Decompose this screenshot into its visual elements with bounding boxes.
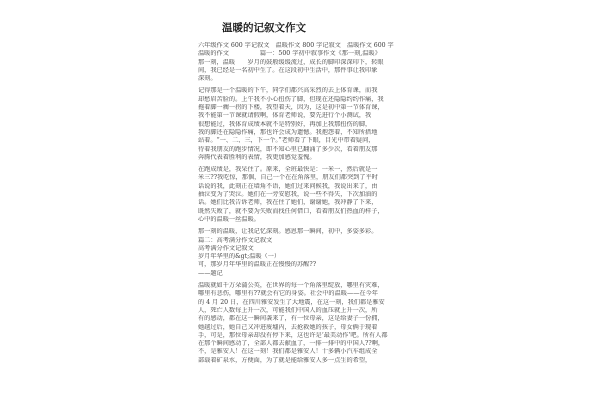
text-line: 站着。“一、二、三，下一个。”老师看了下眼，目光中带着疑问， xyxy=(198,137,375,145)
text-line: 那一刻的温暖，让我记忆深刻。感恩那一瞬间，初中，多姿多彩。 xyxy=(198,228,378,236)
text-line: 岁月年华里的&gt;温暖（一） xyxy=(198,253,281,261)
text-line: 奔腾代表着胜利的表情，我更加感觉羞愧。 xyxy=(198,153,316,161)
text-line: 哪里有悲伤，哪里有??就会有它的身姿。社会中的温暖——在今年 xyxy=(198,290,378,298)
document-title: 温暖的记叙文作文 xyxy=(222,22,306,34)
text-line: 高考满分作文记叙文 xyxy=(198,244,254,252)
text-line: 部载着矿泉水，方便面，为了就是能给雅安人多一点生的希望， xyxy=(198,356,372,364)
text-line: 不，是雅安人！在这一刻！我们都是雅安人！十多辆小汽车组成全 xyxy=(198,348,378,356)
text-line: 可，那岁月年华里的温暖正在慢慢的苏醒?? xyxy=(198,261,317,269)
text-line: 在那个瞬间感动了，全部人都去献血了，一排一排中的中国人??啊， xyxy=(198,340,385,348)
text-line: 的 4 月 20 日，在四川雅安发生了大地震，在这一刻，我们都是雅安 xyxy=(198,298,385,306)
text-line: 我不能第一节课就请假啊，体育老师说，要先进行个小测试，我 xyxy=(198,112,372,120)
text-line: 间，我已经是一名初中生了。在这段初中生活中，那件事让我印象 xyxy=(198,66,378,74)
text-line: 六年级作文 600 字记叙文 温暖作文 800 字记叙文 温暖作文 600 字 xyxy=(198,42,394,49)
text-line: 米三??我吃惊，那個，自己一个在在角落里，朋友们都突到了平时 xyxy=(198,174,378,182)
text-line: 篇二：高考满分作文记叙文 xyxy=(198,236,273,244)
text-line: 话说的我，此刻正在墙角不语，她们过来问候我，我说出来了，由 xyxy=(198,182,378,190)
text-line: 拖着脚一瘸一拐的下楼，我望着天，因为，这是初中第一节体育课， xyxy=(198,104,384,112)
document-page xyxy=(198,0,410,400)
text-line: 却愁眉苦脸的。上午我不小心扭伤了脚，但现在还隐隐约约作痛，我 xyxy=(198,95,384,103)
text-line: 有的感动，都在这一瞬间袭来了，有一位母亲，这是给妻子一份拥， xyxy=(198,315,384,323)
text-line: ——题记 xyxy=(198,269,223,277)
text-line: 记得那是一个温暖的下午，同学们都兴高采烈的去上体育课，而我 xyxy=(198,87,378,95)
text-line: 话。她们比我告诉老师，我在住了她们，谢谢她，我冲静了下来， xyxy=(198,199,378,207)
text-line: 抽泣变为了哭泣。她们在一旁安慰我，说一些不得失，下次加油的 xyxy=(198,191,378,199)
text-line: 温暖就如千万朵蒲公英，在世界的每一个角落里绽放，哪里有灾难， xyxy=(198,282,384,290)
document-body xyxy=(198,42,410,365)
text-line: 既然失败了，就不要为失败而找任何借口，看着朋友们热血的样子， xyxy=(198,207,384,215)
text-line: 她越过后，她自己又冲进废墟内，去抢救她的孩子，母女俩于现着 xyxy=(198,323,378,331)
text-line: 心中的温暖一丝温暖。 xyxy=(198,215,260,223)
text-line: 很想能过，我体育成绩本就不是特别好，再加上我那扭伤的脚， xyxy=(198,120,372,128)
text-line: 待着我朋友的跑步情况，即不知心里已翻涌了多少次，看着朋友那 xyxy=(198,145,378,153)
text-line: 在跑成绩是，我呆住了。原来，全班最快是：一米一，然后就是一 xyxy=(198,166,378,174)
text-line: 那一刻，温暖 岁月的鼓般缓缓流过，成长的脚印深深印下，转眼 xyxy=(198,58,384,66)
text-line: 温暖的作文 篇一：500 字初中叙事作文《那一刻,温暖》 xyxy=(198,50,381,58)
text-line: 人，死亡人数每上升一次，可能我们中国人的血压就上升一次，所 xyxy=(198,306,378,314)
text-line: 深刻。 xyxy=(198,75,217,83)
text-line: 手，可是，那位母亲却没有停下来，这也许是‘最美动作’吧。所有人都 xyxy=(198,331,388,339)
text-line: 我的脚还在隐隐作痛，那也许会成为遗憾。我抱怨着，不知所措地 xyxy=(198,128,378,136)
